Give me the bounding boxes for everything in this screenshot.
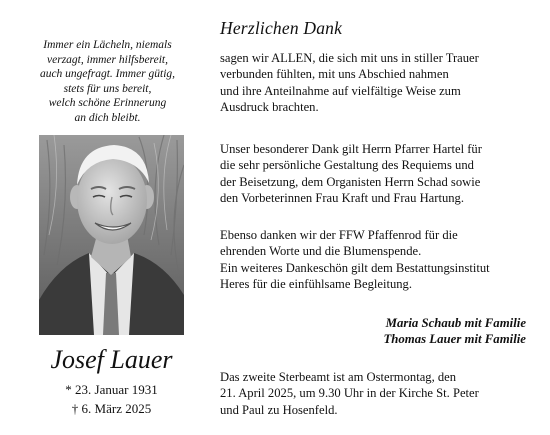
deceased-name: Josef Lauer — [50, 345, 173, 374]
paragraph-special-thanks — [220, 141, 540, 206]
poem-line: stets für uns bereit, — [63, 82, 152, 95]
text-line: ehrenden Worte und die Blumenspende. — [220, 244, 422, 259]
text-line: sagen wir ALLEN, die sich mit uns in stiller Trauer — [220, 51, 479, 65]
portrait-photo — [39, 135, 184, 335]
poem-line: auch ungefragt. Immer gütig, — [39, 68, 176, 81]
life-dates — [18, 380, 205, 418]
text-line: 21. April 2025, um 9.30 Uhr in der Kirche St. Peter — [220, 386, 479, 401]
text-line: Unser besonderer Dank gilt Herrn Pfarrer Hartel für — [220, 142, 482, 156]
death-date: † 6. März 2025 — [71, 401, 152, 416]
text-line: Ausdruck brachten. — [220, 99, 319, 114]
paragraph-memorial-service — [220, 369, 540, 418]
paragraph-further-thanks — [220, 227, 540, 292]
poem-line: verzagt, immer hilfsbereit, — [47, 53, 168, 66]
poem-line: Immer ein Lächeln, niemals — [43, 39, 172, 51]
poem-line: an dich bleibt. — [74, 111, 141, 124]
text-line: die sehr persönliche Gestaltung des Requiems und — [220, 158, 474, 173]
text-line: Ebenso danken wir der FFW Pfaffenrod für die — [220, 228, 458, 242]
text-line: und ihre Anteilnahme auf vielfältige Weise zum — [220, 83, 461, 98]
left-column — [0, 0, 215, 435]
poem-line: welch schöne Erinnerung — [48, 97, 167, 110]
right-column — [220, 0, 540, 435]
text-line: Ein weiteres Dankeschön gilt dem Bestattungsinstitut — [220, 260, 490, 275]
text-line: und Paul zu Hosenfeld. — [220, 402, 338, 417]
signature-line: Maria Schaub mit Familie — [385, 316, 526, 330]
text-line: verbunden fühlten, mit uns Abschied nahmen — [220, 67, 449, 82]
thank-you-heading: Herzlichen Dank — [220, 18, 343, 38]
birth-date: * 23. Januar 1931 — [65, 382, 158, 397]
text-line: den Vorbeterinnen Frau Kraft und Frau Hartung. — [220, 190, 465, 205]
signature-line: Thomas Lauer mit Familie — [383, 332, 526, 346]
family-signatures — [383, 315, 526, 347]
text-line: Heres für die einfühlsame Begleitung. — [220, 276, 412, 291]
text-line: Das zweite Sterbeamt ist am Ostermontag, den — [220, 370, 457, 384]
memorial-poem — [20, 38, 195, 126]
paragraph-thanks — [220, 50, 540, 115]
text-line: der Beisetzung, dem Organisten Herrn Schad sowie — [220, 174, 481, 189]
